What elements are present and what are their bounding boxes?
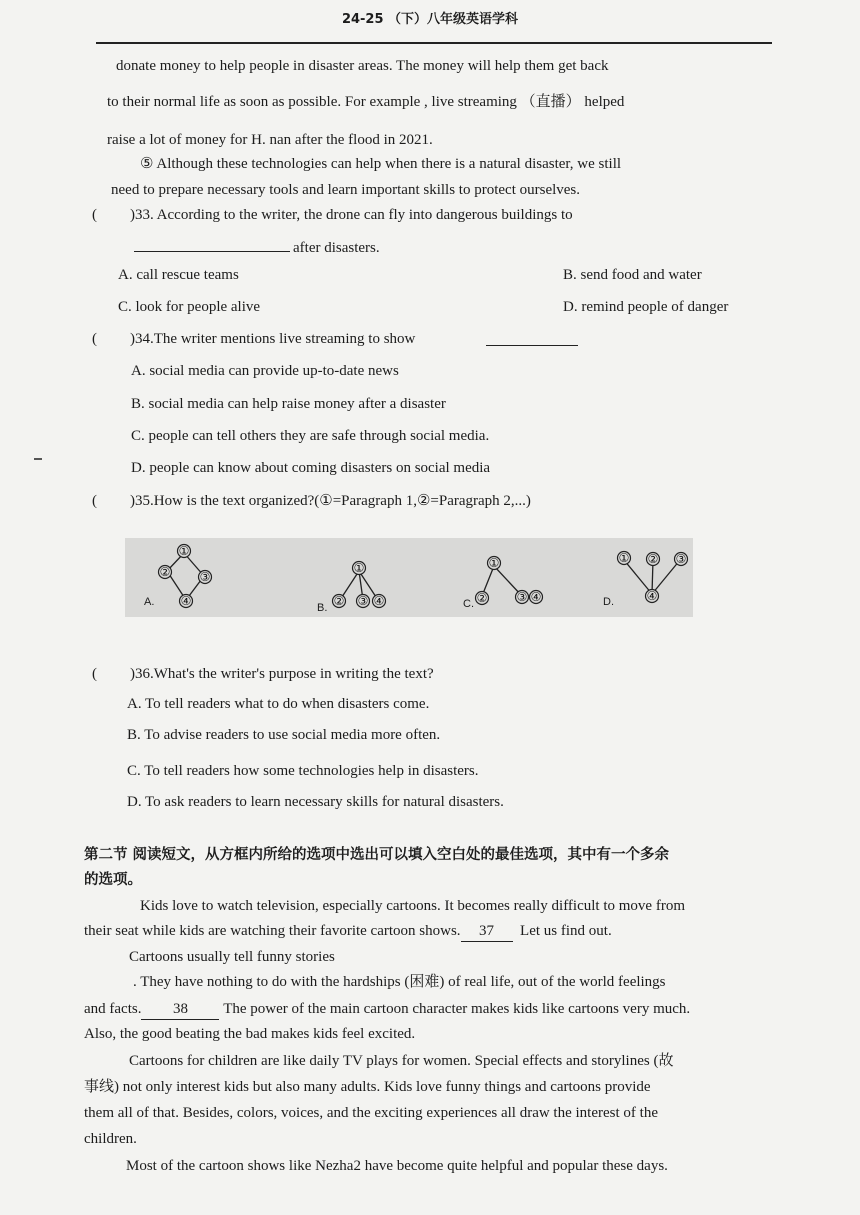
answer-paren[interactable]: ( [92, 666, 97, 682]
node-label: ④ [373, 594, 385, 608]
passage-line: raise a lot of money for H. nan after the flood in 2021. [107, 132, 433, 148]
node-label: ④ [530, 590, 542, 604]
passage-line: . They have nothing to do with the hardships (困难) of real life, out of the world feelings [133, 974, 666, 990]
node-label: ③ [675, 552, 687, 566]
node-label: ① [618, 551, 630, 565]
passage-line: donate money to help people in disaster areas. The money will help them get back [116, 58, 609, 74]
passage-line [84, 921, 612, 942]
node-label: ③ [199, 570, 211, 584]
option-b: B. social media can help raise money after a disaster [131, 396, 446, 412]
diagram-label-c[interactable]: C. [463, 598, 474, 610]
question-stem: )36.What's the writer's purpose in writing the text? [130, 666, 434, 682]
answer-blank[interactable] [134, 237, 290, 252]
diagram-label-d[interactable]: D. [603, 596, 614, 608]
answer-paren[interactable]: ( [92, 493, 97, 509]
passage-line: to their normal life as soon as possible. For example , live streaming （直播） helped [107, 94, 625, 110]
option-a: A. To tell readers what to do when disasters come. [127, 696, 430, 712]
option-b: B. send food and water [563, 267, 702, 283]
node-label: ① [488, 556, 500, 570]
blank-37[interactable]: 37 [461, 921, 513, 942]
option-b: B. To advise readers to use social media more often. [127, 727, 441, 743]
node-label: ③ [357, 594, 369, 608]
question-stem: )34.The writer mentions live streaming to show [130, 331, 416, 347]
passage-text: The power of the main cartoon character makes kids like cartoons very much. [223, 1001, 691, 1017]
question-stem-cont: after disasters. [293, 240, 380, 256]
node-label: ② [476, 591, 488, 605]
passage-line: Most of the cartoon shows like Nezha2 have become quite helpful and popular these days. [126, 1158, 668, 1174]
blank-38[interactable]: 38 [141, 999, 219, 1020]
diagram-label-a[interactable]: A. [144, 596, 155, 608]
option-a: A. call rescue teams [118, 267, 239, 283]
node-label: ④ [180, 594, 192, 608]
answer-paren[interactable]: ( [92, 331, 97, 347]
option-a: A. social media can provide up-to-date news [131, 363, 399, 379]
diagram-label-b[interactable]: B. [317, 602, 328, 614]
node-label: ② [647, 552, 659, 566]
structure-diagrams [125, 538, 693, 617]
margin-mark [34, 458, 42, 460]
option-d: D. To ask readers to learn necessary skills for natural disasters. [127, 794, 504, 810]
node-label: ③ [516, 590, 528, 604]
node-label: ① [178, 544, 190, 558]
option-c: C. To tell readers how some technologies help in disasters. [127, 763, 479, 779]
section-instruction: 第二节 阅读短文，从方框内所给的选项中选出可以填入空白处的最佳选项，其中有一个多余 [84, 847, 670, 863]
answer-paren[interactable]: ( [92, 207, 97, 223]
section-instruction: 的选项。 [84, 872, 142, 888]
node-label: ① [353, 561, 365, 575]
option-d: D. remind people of danger [563, 299, 729, 315]
question-stem: )35.How is the text organized?(①=Paragraph 1,②=Paragraph 2,...) [130, 493, 531, 509]
passage-text: and facts. [84, 1001, 142, 1017]
passage-line: Cartoons usually tell funny stories [129, 949, 335, 965]
node-label: ② [159, 565, 171, 579]
passage-line: Kids love to watch television, especially cartoons. It becomes really difficult to move from [140, 898, 685, 914]
passage-line: children. [84, 1131, 137, 1147]
question-stem: )33. According to the writer, the drone can fly into dangerous buildings to [130, 207, 573, 223]
passage-line [84, 999, 690, 1020]
option-c: C. look for people alive [118, 299, 261, 315]
passage-text: their seat while kids are watching their favorite cartoon shows. [84, 923, 461, 939]
option-d: D. people can know about coming disasters on social media [131, 460, 491, 476]
header-divider [96, 42, 772, 44]
option-c: C. people can tell others they are safe through social media. [131, 428, 490, 444]
passage-line: ⑤ Although these technologies can help when there is a natural disaster, we still [140, 156, 622, 172]
exam-title: 24-25 （下）八年级英语学科 [341, 12, 519, 27]
passage-line: need to prepare necessary tools and learn important skills to protect ourselves. [111, 182, 581, 198]
answer-blank[interactable] [486, 331, 578, 346]
node-label: ④ [646, 589, 658, 603]
passage-text: Let us find out. [520, 923, 612, 939]
passage-line: 事线) not only interest kids but also many adults. Kids love funny things and cartoons provide [84, 1079, 651, 1095]
passage-line: Also, the good beating the bad makes kids feel excited. [84, 1026, 416, 1042]
node-label: ② [333, 594, 345, 608]
passage-line: Cartoons for children are like daily TV plays for women. Special effects and storylines (故 [129, 1053, 674, 1069]
passage-line: them all of that. Besides, colors, voices, and the exciting experiences all draw the interest of the [84, 1105, 658, 1121]
